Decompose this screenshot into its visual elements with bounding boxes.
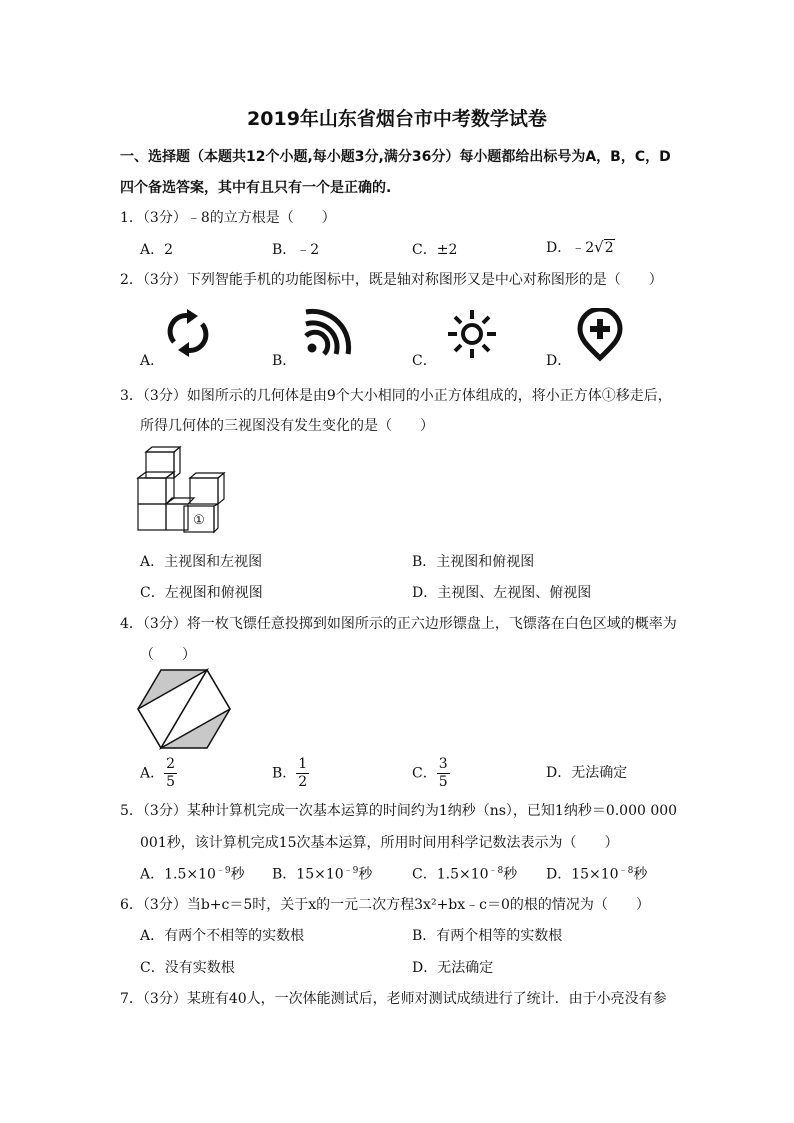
q4-option-c-fraction: [437, 756, 450, 791]
location-add-icon: [576, 308, 624, 362]
fraction-numerator: 3: [438, 756, 448, 772]
q1-option-a: A．2: [140, 242, 174, 258]
q1-option-d: [546, 237, 615, 257]
q2-option-d: D．: [546, 353, 572, 369]
q1-option-c: C．±2: [412, 242, 458, 258]
q1-option-d-prefix: D．﹣2: [546, 240, 595, 256]
q1-option-d-radicand: 2: [604, 240, 614, 256]
question-5-stem-line2: 001秒，该计算机完成15次基本运算，所用时间用科学记数法表示为（ ）: [140, 835, 619, 851]
cube-label: ①: [193, 513, 205, 528]
q3-option-d: D．主视图、左视图、俯视图: [412, 585, 592, 601]
q5-option-a-exponent: ﹣9: [215, 866, 231, 876]
q4-option-b-fraction: [296, 756, 309, 791]
page-title: 2019年山东省烟台市中考数学试卷: [247, 108, 547, 130]
q4-option-c: [412, 756, 450, 791]
q6-option-d: D．无法确定: [412, 960, 494, 976]
sun-brightness-icon: [446, 308, 498, 360]
section-heading-line1: 一、选择题（本题共12个小题,每小题3分,满分36分）每小题都给出标号为A，B，C，D: [120, 149, 671, 165]
wifi-signal-icon: [300, 308, 352, 360]
question-3-stem-line2: 所得几何体的三视图没有发生变化的是（ ）: [140, 418, 434, 434]
q4-option-c-label: C．: [412, 765, 437, 782]
hexagon-dartboard-figure: [136, 668, 232, 750]
section-heading-line2: 四个备选答案，其中有且只有一个是正确的.: [120, 180, 392, 196]
q5-option-a: [140, 863, 245, 884]
q5-option-d-unit: 秒: [633, 866, 648, 883]
q5-option-d-exponent: ﹣8: [618, 866, 634, 876]
sqrt-sign: √: [594, 238, 604, 256]
q5-option-b-base: B．15×10: [272, 866, 344, 883]
question-3-stem-line1: 3．（3分）如图所示的几何体是由9个大小相同的小正方体组成的，将小正方体①移走后，: [120, 388, 672, 404]
q5-option-d: [546, 863, 647, 884]
q5-option-a-unit: 秒: [230, 866, 245, 883]
question-7-stem: 7．（3分）某班有40人，一次体能测试后，老师对测试成绩进行了统计．由于小亮没有参: [120, 991, 667, 1007]
q3-option-c: C．左视图和俯视图: [140, 585, 263, 601]
q4-option-b-label: B．: [272, 765, 297, 782]
fraction-denominator: 2: [298, 774, 308, 790]
question-4-stem-line1: 4．（3分）将一枚飞镖任意投掷到如图所示的正六边形镖盘上，飞镖落在白色区域的概率为: [120, 616, 677, 632]
cube-stack-figure: [132, 444, 228, 536]
q2-option-b: B．: [272, 353, 297, 369]
refresh-icon: [160, 308, 216, 358]
q2-option-a: A．: [140, 353, 165, 369]
q5-option-d-base: D．15×10: [546, 866, 619, 883]
question-4-stem-line2: （ ）: [140, 647, 196, 663]
q6-option-b: B．有两个相等的实数根: [412, 928, 563, 944]
q3-option-b: B．主视图和俯视图: [412, 554, 535, 570]
q5-option-a-base: A．1.5×10: [140, 866, 216, 883]
q5-option-c-exponent: ﹣8: [488, 866, 504, 876]
question-1-stem: 1．（3分）﹣8的立方根是（ ）: [120, 210, 336, 226]
q4-option-d: D．无法确定: [546, 765, 628, 781]
q5-option-c-base: C．1.5×10: [412, 866, 489, 883]
question-5-stem-line1: 5．（3分）某种计算机完成一次基本运算的时间约为1纳秒（ns），已知1纳秒＝0.000 000: [120, 803, 678, 819]
q4-option-a-fraction: [164, 756, 177, 791]
q2-option-c: C．: [412, 353, 437, 369]
question-2-stem: 2．（3分）下列智能手机的功能图标中，既是轴对称图形又是中心对称图形的是（ ）: [120, 272, 663, 288]
q3-option-a: A．主视图和左视图: [140, 554, 263, 570]
q5-option-b: [272, 863, 372, 884]
q4-option-b: [272, 756, 309, 791]
q5-option-c: [412, 863, 517, 884]
q5-option-b-exponent: ﹣9: [343, 866, 359, 876]
fraction-numerator: 2: [166, 756, 176, 772]
q6-option-c: C．没有实数根: [140, 960, 235, 976]
q4-option-a: [140, 756, 177, 791]
q1-option-b: B．﹣2: [272, 242, 320, 258]
q5-option-b-unit: 秒: [358, 866, 373, 883]
q6-option-a: A．有两个不相等的实数根: [140, 928, 305, 944]
fraction-denominator: 5: [438, 774, 448, 790]
fraction-denominator: 5: [166, 774, 176, 790]
q5-option-c-unit: 秒: [503, 866, 518, 883]
fraction-numerator: 1: [298, 756, 308, 772]
q4-option-a-label: A．: [140, 765, 165, 782]
question-6-stem: 6．（3分）当b+c＝5时，关于x的一元二次方程3x²+bx﹣c＝0的根的情况为（ ）: [120, 897, 650, 913]
